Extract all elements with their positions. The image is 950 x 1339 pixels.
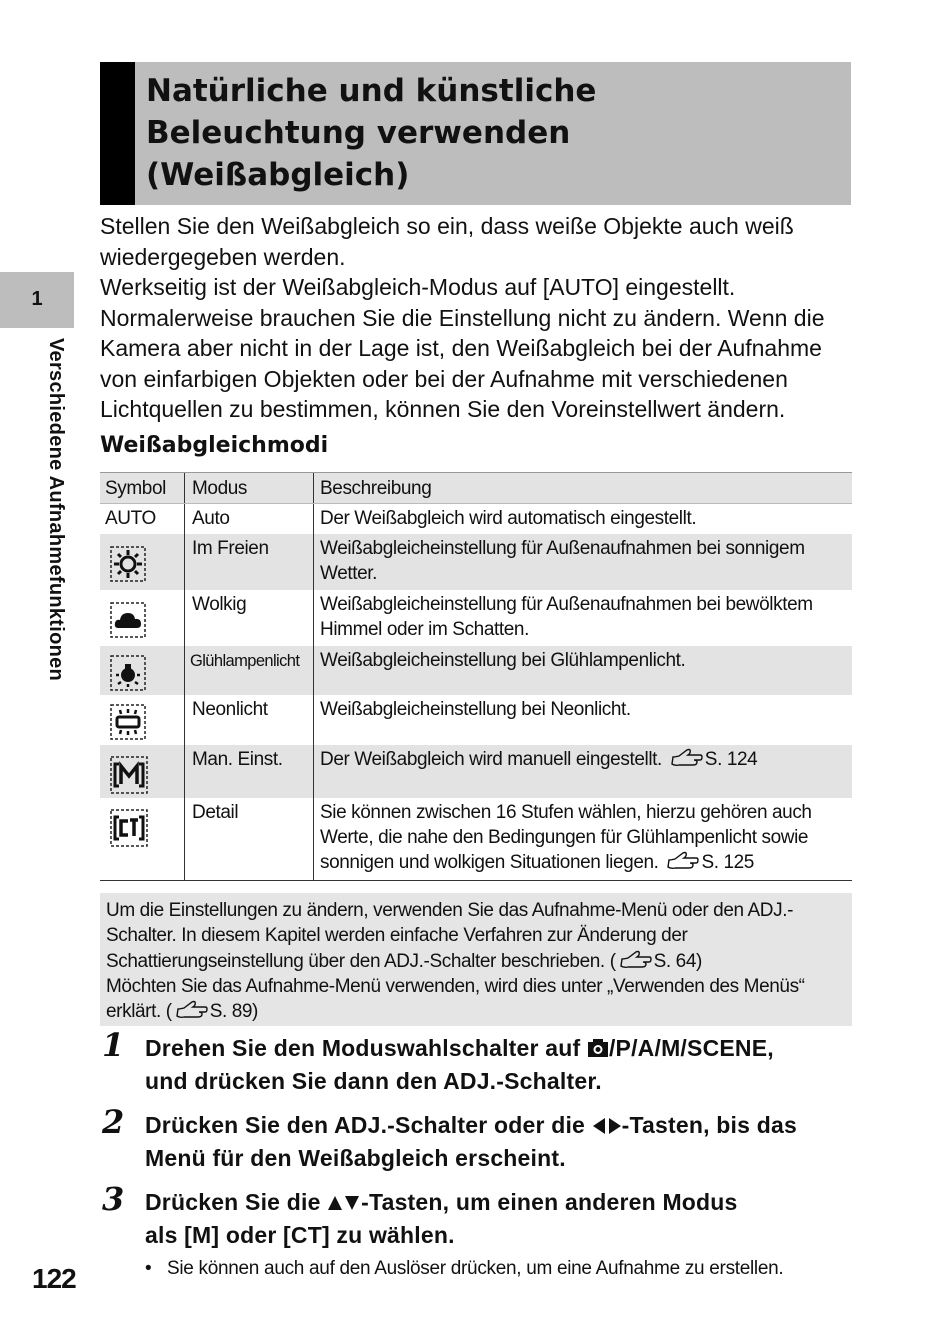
sun-icon — [110, 546, 146, 582]
symbol-text: AUTO — [100, 504, 185, 534]
chapter-tab — [0, 272, 74, 328]
step-text: als [M] oder [CT] zu wählen. — [145, 1222, 455, 1248]
title-line: (Weißabgleich) — [146, 157, 410, 193]
note-line: Schalter. In diesem Kapitel werden einfache Verfahren zur Änderung der — [106, 925, 688, 947]
page-reference-icon — [665, 851, 699, 871]
table-row — [100, 798, 852, 880]
table-row — [100, 504, 852, 534]
title-line: Beleuchtung verwenden — [146, 115, 571, 151]
mode-description-cell — [314, 798, 852, 880]
bulb-icon — [110, 655, 146, 691]
page-reference: S. 64) — [653, 950, 702, 972]
step-text: Drehen Sie den Moduswahlschalter auf — [145, 1035, 587, 1061]
intro-paragraph: Stellen Sie den Weißabgleich so ein, dass weiße Objekte auch weiß wiedergegeben werden. — [100, 213, 794, 270]
step-text: /P/A/M/SCENE, — [608, 1035, 774, 1061]
mode-name: Man. Einst. — [185, 745, 314, 798]
table-row — [100, 695, 852, 745]
mode-name: Detail — [185, 798, 314, 880]
mode-description: Weißabgleicheinstellung bei Neonlicht. — [320, 699, 631, 720]
mode-description: Weißabgleicheinstellung bei Glühlampenlicht. — [320, 650, 686, 671]
step-number: 3 — [102, 1180, 125, 1218]
step-text: Drücken Sie die — [145, 1189, 328, 1215]
bullet-item — [145, 1258, 783, 1280]
note-line: Schattierungseinstellung über den ADJ.-Schalter beschrieben. ( — [106, 950, 616, 972]
intro-text — [100, 211, 860, 425]
table-header: Modus — [185, 473, 314, 503]
page-reference-icon — [618, 950, 652, 970]
mode-name: Neonlicht — [185, 695, 314, 745]
step-text: Menü für den Weißabgleich erscheint. — [145, 1145, 566, 1171]
mode-name: Im Freien — [185, 534, 314, 590]
table-header: Beschreibung — [320, 478, 432, 499]
left-right-arrows-icon — [592, 1116, 622, 1136]
mode-description: Werte, die nahe den Bedingungen für Glühlampenlicht sowie — [320, 827, 809, 848]
wb-modes-table — [100, 472, 852, 881]
table-row — [100, 745, 852, 798]
cloud-icon — [110, 602, 146, 638]
title-line: Natürliche und künstliche — [146, 73, 597, 109]
step-number: 2 — [102, 1103, 125, 1141]
mode-description: Weißabgleicheinstellung für Außenaufnahmen bei bewölktem Himmel oder im Schatten. — [320, 594, 813, 640]
page-number: 122 — [32, 1263, 76, 1294]
section-heading: Weißabgleichmodi — [100, 433, 329, 458]
page-reference-icon — [174, 1000, 208, 1020]
title-box — [100, 62, 851, 205]
page-reference-icon — [669, 748, 703, 768]
ct-icon — [110, 809, 148, 847]
table-row — [100, 590, 852, 646]
mode-description: Sie können zwischen 16 Stufen wählen, hierzu gehören auch — [320, 802, 812, 823]
page-title — [146, 70, 596, 196]
chapter-number: 1 — [31, 288, 43, 310]
table-header: Symbol — [100, 473, 185, 503]
step-text: -Tasten, bis das — [621, 1112, 797, 1138]
page-reference: S. 124 — [704, 749, 758, 770]
note-line: Möchten Sie das Aufnahme-Menü verwenden, wird dies unter „Verwenden des Menüs“ — [106, 975, 805, 997]
intro-paragraph: Werkseitig ist der Weißabgleich-Modus auf [AUTO] eingestellt. Normalerweise brauchen Sie die Einstellung nicht zu ändern. Wenn die Kamera aber nicht in der Lage ist, den Weißabgleich bei der Aufnahme von einfarbigen Objekten oder bei der Aufnahme mit verschiedenen Lichtquellen zu bestimmen, können Sie den Voreinstellwert ändern. — [100, 274, 825, 422]
mode-description: Der Weißabgleich wird manuell eingestellt. — [320, 749, 662, 770]
mode-description: Weißabgleicheinstellung für Außenaufnahmen bei sonnigem Wetter. — [320, 538, 805, 584]
table-header-row — [100, 473, 852, 504]
note-line: Um die Einstellungen zu ändern, verwenden Sie das Aufnahme-Menü oder den ADJ.- — [106, 900, 794, 921]
bullet-text: Sie können auch auf den Auslöser drücken, um eine Aufnahme zu erstellen. — [167, 1258, 784, 1279]
note-line: erklärt. ( — [106, 1001, 172, 1023]
mode-description: sonnigen und wolkigen Situationen liegen. — [320, 852, 659, 873]
step-number: 1 — [102, 1026, 125, 1064]
manual-wb-icon — [110, 756, 148, 794]
step-text: -Tasten, um einen anderen Modus — [361, 1189, 738, 1215]
step-text: und drücken Sie dann den ADJ.-Schalter. — [145, 1068, 602, 1094]
camera-icon — [587, 1037, 609, 1059]
page-reference: S. 89) — [209, 1001, 258, 1023]
note-box — [100, 893, 852, 1026]
title-accent-bar — [100, 62, 135, 205]
fluorescent-icon — [110, 704, 146, 740]
table-row — [100, 646, 852, 695]
mode-name: Glühlampenlicht — [185, 646, 314, 695]
mode-name: Wolkig — [185, 590, 314, 646]
mode-description: Der Weißabgleich wird automatisch eingestellt. — [320, 508, 697, 529]
mode-description-cell — [314, 745, 852, 798]
page-reference: S. 125 — [701, 852, 754, 873]
up-down-arrows-icon — [327, 1193, 361, 1213]
mode-name: Auto — [185, 504, 314, 534]
table-row — [100, 534, 852, 590]
chapter-label: Verschiedene Aufnahmefunktionen — [45, 338, 67, 682]
bullet-dot-icon: • — [145, 1258, 152, 1279]
step-text: Drücken Sie den ADJ.-Schalter oder die — [145, 1112, 592, 1138]
